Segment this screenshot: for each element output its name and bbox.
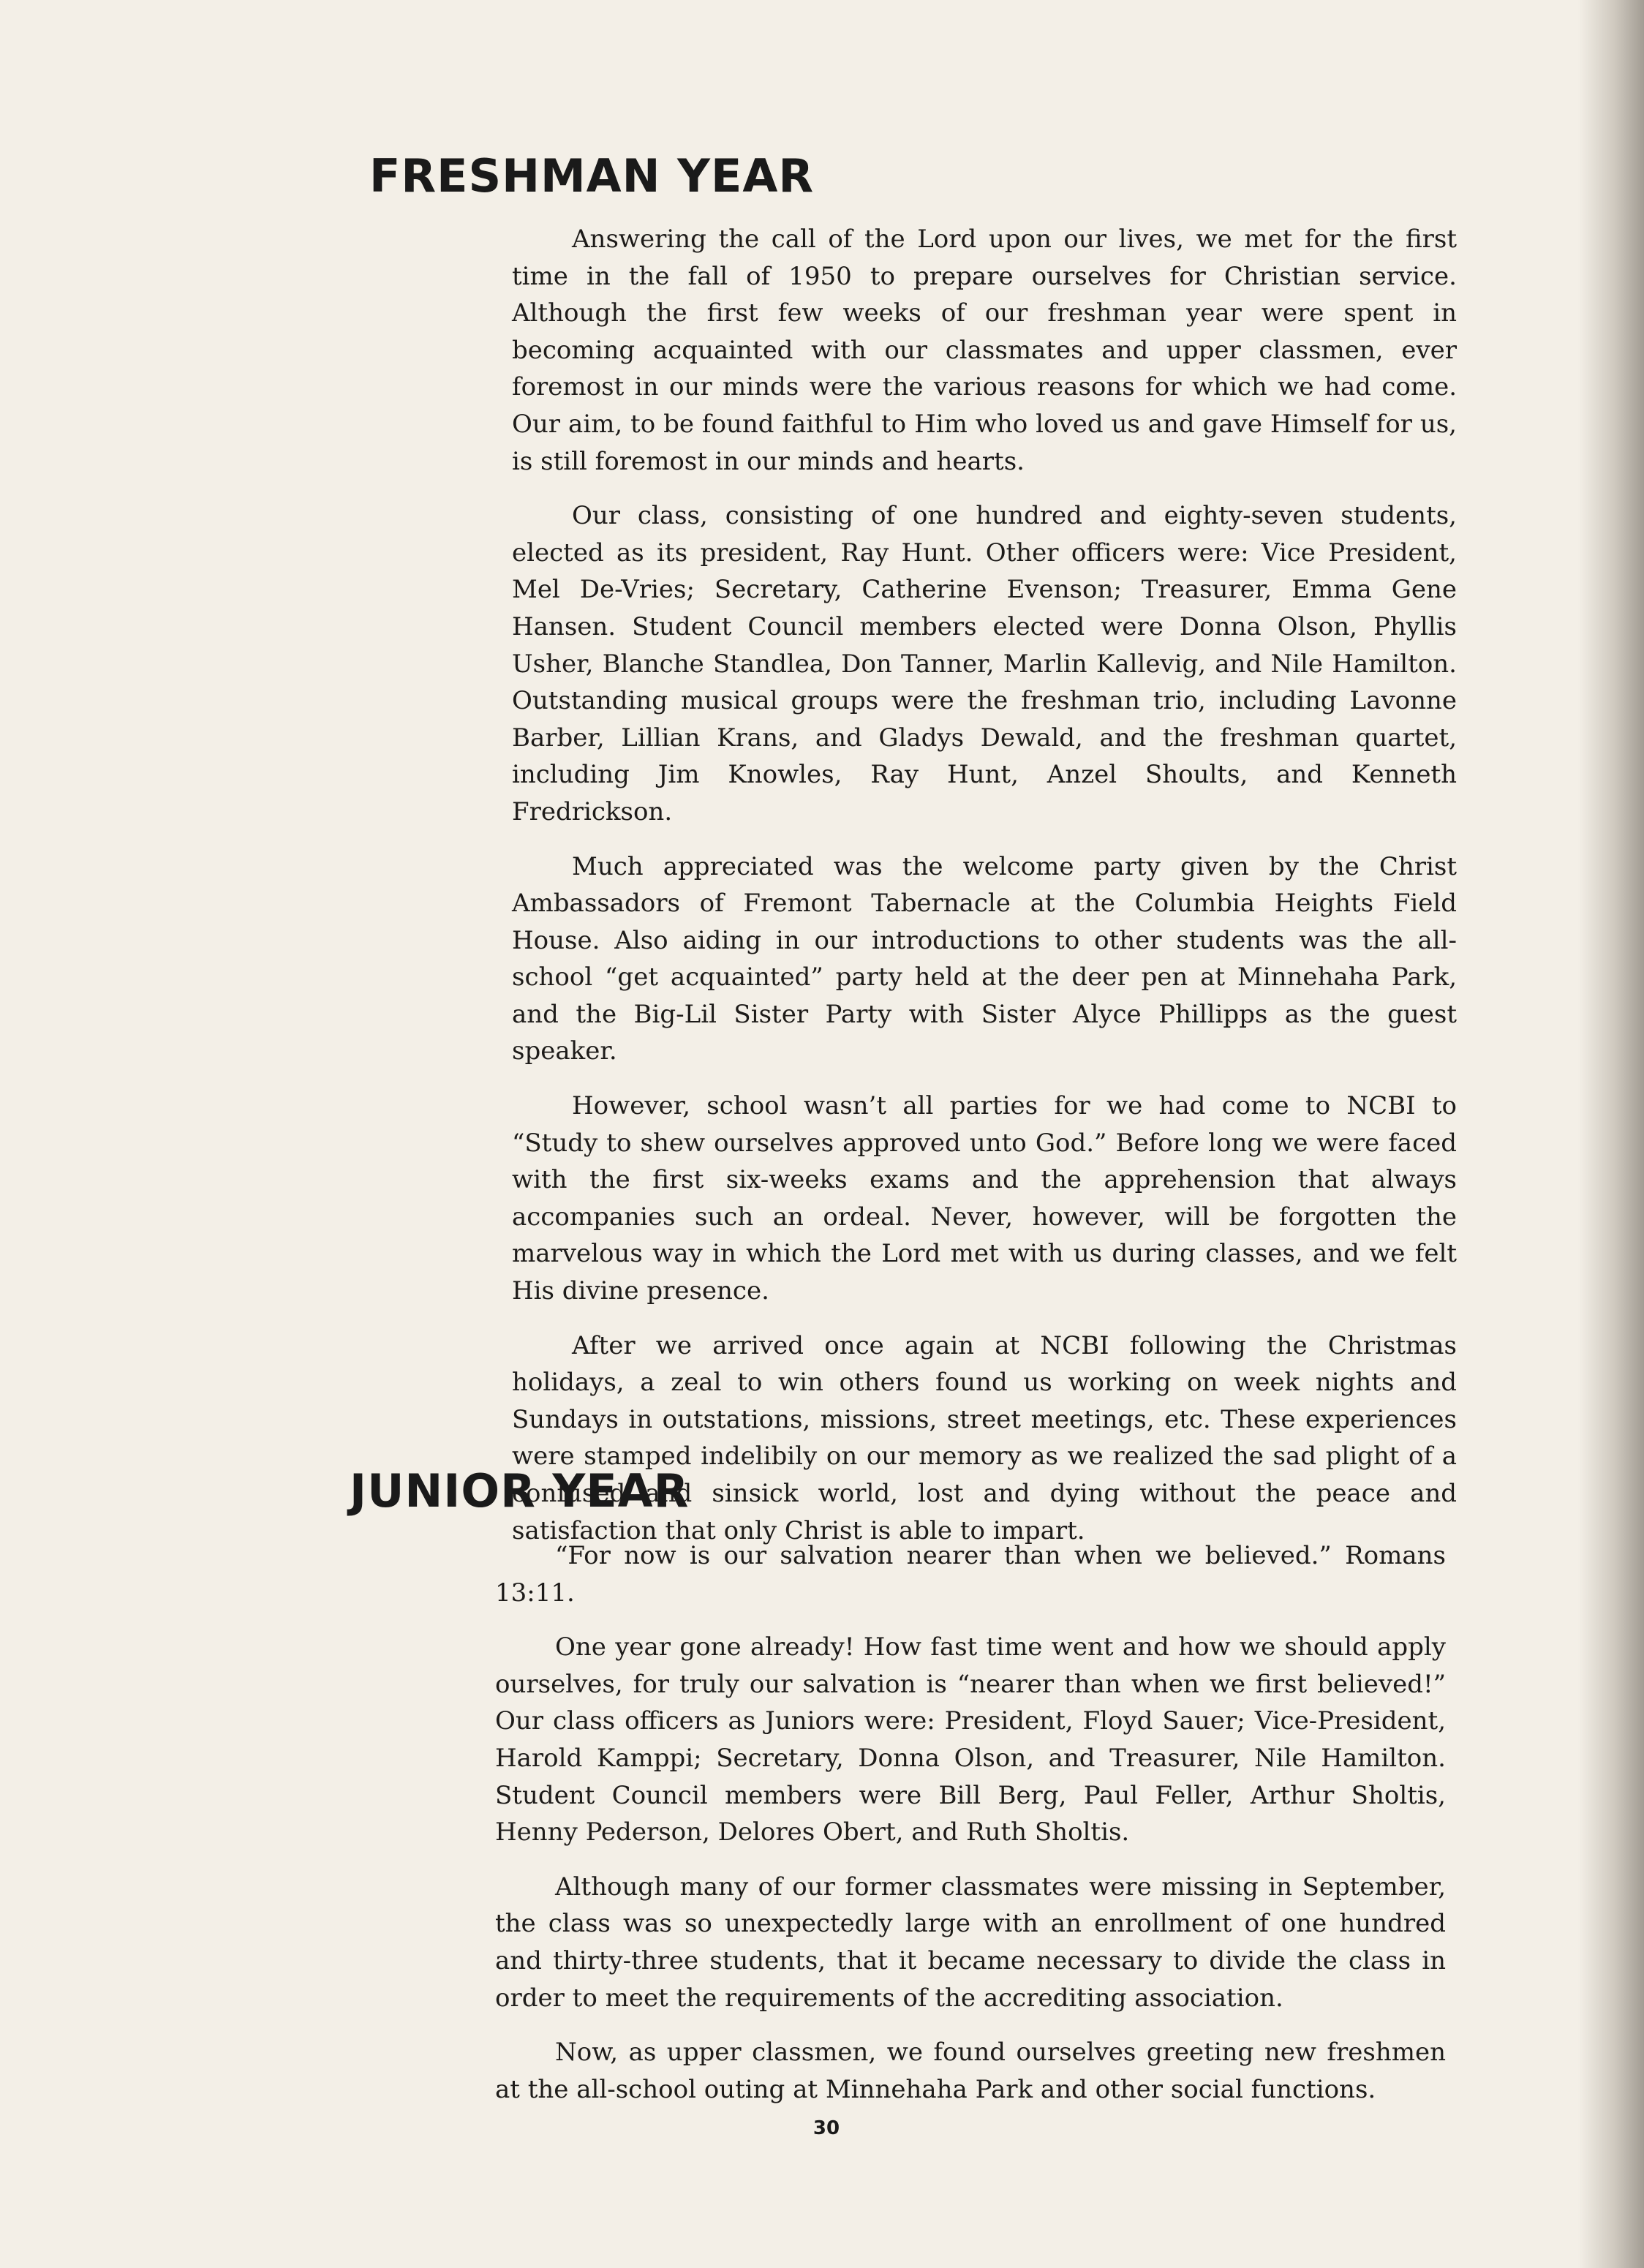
freshman-paragraph-1: Answering the call of the Lord upon our lives, we met for the first time in the fall of 1950 to prepare ourselves for Christian service. Although the first few weeks of our freshman year were spent in becoming acquainted with our classmates and upper classmen, ever foremost in our minds were the various reasons for which we had come. Our aim, to be found faithful to Him who loved us and gave Himself for us, is still foremost in our minds and hearts.	[512, 225, 1457, 476]
junior-paragraph-3: Although many of our former classmates were missing in September, the class was so unexpectedly large with an enrollment of one hundred and thirty-three students, that it became necessary to divide the class in order to meet the requirements of the accrediting association.	[495, 1872, 1446, 2013]
heading-freshman-year: FRESHMAN YEAR	[369, 149, 815, 203]
page-number: 30	[812, 2117, 840, 2139]
freshman-paragraph-2: Our class, consisting of one hundred and eighty-seven students, elected as its president, Ray Hunt. Other officers were: Vice President, Mel De-Vries; Secretary, Catherine Evenson; Treasurer, Emma Gene Hansen. Student Council members elected were Donna Olson, Phyllis Usher, Blanche Standlea, Don Tanner, Marlin Kallevig, and Nile Hamilton. Outstanding musical groups were the freshman trio, including Lavonne Barber, Lillian Krans, and Gladys Dewald, and the freshman quartet, including Jim Knowles, Ray Hunt, Anzel Shoults, and Kenneth Fredrickson.	[512, 501, 1457, 826]
page-edge-shadow	[1578, 0, 1644, 2268]
freshman-year-section	[512, 221, 1457, 1567]
freshman-paragraph-4: However, school wasn’t all parties for we had come to NCBI to “Study to shew ourselves approved unto God.” Before long we were faced with the first six-weeks exams and the apprehension that always accompanies such an ordeal. Never, however, will be forgotten the marvelous way in which the Lord met with us during classes, and we felt His divine presence.	[512, 1091, 1457, 1306]
junior-paragraph-1: “For now is our salvation nearer than when we believed.” Romans 13:11.	[495, 1541, 1446, 1608]
freshman-paragraph-3: Much appreciated was the welcome party given by the Christ Ambassadors of Fremont Tabernacle at the Columbia Heights Field House. Also aiding in our introductions to other students was the all-school “get acquainted” party held at the deer pen at Minnehaha Park, and the Big-Lil Sister Party with Sister Alyce Phillipps as the guest speaker.	[512, 851, 1457, 1066]
junior-paragraph-4: Now, as upper classmen, we found ourselves greeting new freshmen at the all-school outing at Minnehaha Park and other social functions.	[495, 2038, 1446, 2104]
junior-paragraph-2: One year gone already! How fast time went and how we should apply ourselves, for truly our salvation is “nearer than when we first believed!” Our class officers as Juniors were: President, Floyd Sauer; Vice-President, Harold Kamppi; Secretary, Donna Olson, and Treasurer, Nile Hamilton. Student Council members were Bill Berg, Paul Feller, Arthur Sholtis, Henny Pederson, Delores Obert, and Ruth Sholtis.	[495, 1632, 1446, 1847]
freshman-paragraph-5: After we arrived once again at NCBI following the Christmas holidays, a zeal to win others found us working on week nights and Sundays in outstations, missions, street meetings, etc. These experiences were stamped indelibily on our memory as we realized the sad plight of a confused and sinsick world, lost and dying without the peace and satisfaction that only Christ is able to impart.	[512, 1330, 1457, 1545]
heading-junior-year: JUNIOR YEAR	[350, 1464, 690, 1518]
junior-year-section	[495, 1537, 1446, 2125]
